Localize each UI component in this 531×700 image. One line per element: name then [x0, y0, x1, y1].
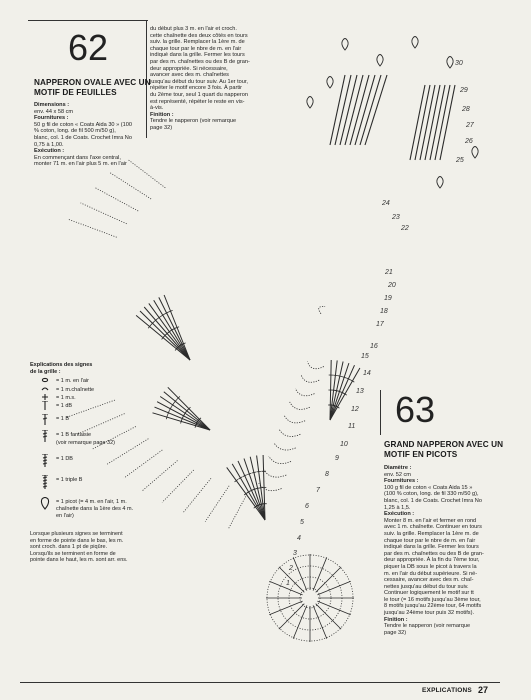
pattern1-number: 62 — [68, 27, 109, 68]
pattern1-cont-line: est représenté, répéter le reste en vis- — [150, 98, 245, 105]
pattern1-cont-line: Tendre le napperon (voir remarque — [150, 118, 237, 125]
pattern1-line: Exécution : — [34, 148, 65, 155]
chain-loop-round — [264, 470, 287, 477]
legend-note-line: en forme de pointe dans le bas, les m. — [30, 537, 124, 544]
pattern1-cont-line: cette chaînette des deux côtés en tours — [150, 32, 248, 39]
pattern1-line: 50 g fil de coton « Coats Aida 30 » (100 — [34, 121, 132, 128]
pattern1-line: env. 44 x 58 cm — [34, 108, 74, 115]
leaf-fan-bar — [338, 376, 342, 377]
pattern2-title: GRAND NAPPERON AVEC UN MOTIF EN PICOTS — [384, 440, 504, 459]
round-number-label: 1 — [286, 580, 290, 587]
pattern1-cont-line: indiqué dans la grille. Fermer les tours — [150, 52, 245, 59]
leaf-fan-bar — [333, 375, 337, 376]
pattern1-line: Fournitures : — [34, 115, 69, 122]
round-number-label: 13 — [356, 388, 364, 395]
pattern2-line: le tour (= 16 motifs jusqu'au 3ème tour, — [384, 596, 481, 603]
pattern1-cont-line: jusqu'au début du tour suiv. Au 1er tour, — [150, 78, 248, 85]
pattern2-line: 8 motifs jusqu'au 22ème tour, 64 motifs — [384, 603, 482, 610]
round-number-label: 10 — [340, 441, 348, 448]
legend-item-text: = 1 B — [56, 416, 69, 422]
legend-item-text: = 1 picot (= 4 m. en l'air, 1 m. — [56, 499, 127, 505]
pattern1-cont-line: par des m. chaînettes ou des B de gran- — [150, 58, 250, 65]
pattern1-line: % coton, long. de fil 500 m/50 g), — [34, 128, 116, 135]
treble-ray — [110, 173, 151, 199]
wedge-stitch — [355, 75, 375, 145]
pattern2-line: piquer la DB sous le picot à travers la — [384, 563, 477, 570]
treble-ray — [183, 478, 211, 512]
legend-item-text: = 1 DB — [56, 456, 73, 462]
legend-item-text: = 1 B fantaisie — [56, 432, 92, 438]
rosette-spoke — [269, 601, 302, 615]
round-number-label: 11 — [348, 423, 356, 430]
pattern1-line: 0,75 à 1,00. — [34, 141, 64, 148]
treble-ray — [228, 492, 248, 529]
pattern2-line: Diamètre : — [384, 465, 412, 471]
round-number-label: 25 — [456, 157, 464, 164]
pattern1-line: En commençant dans l'axe central, — [34, 154, 121, 161]
picot-mark — [327, 77, 333, 89]
pattern2-line: Monter 8 m. en l'air et fermer en rond — [384, 517, 477, 524]
pattern1-cont-line: du début plus 3 m. en l'air et croch. — [150, 26, 237, 32]
pattern1-cont-line: chaque tour par le nbre de m. en l'air — [150, 45, 242, 52]
legend-item-text: = 1 triple B — [56, 477, 83, 483]
rosette-spoke — [293, 557, 307, 590]
wedge-loops — [319, 306, 325, 313]
legend-item-text: = 1 dB — [56, 403, 73, 409]
legend-heading: Explications des signes de la grille : — [30, 362, 93, 375]
pattern2-line: 100 g fil de coton « Coats Aida 15 » — [384, 484, 473, 491]
picot-mark — [447, 57, 453, 69]
diagram-graphics — [66, 37, 478, 643]
legend-item-text: = 1 m. en l'air — [56, 378, 89, 384]
rosette-spoke — [317, 581, 350, 595]
page-number: 27 — [478, 685, 489, 695]
pattern1-cont-line: Finition : — [150, 111, 174, 118]
picot-mark — [437, 177, 443, 189]
round-number-label: 2 — [289, 565, 293, 572]
pattern2-line: 1,25 à 1,5. — [384, 504, 411, 511]
round-number-label: 3 — [293, 550, 297, 557]
chain-loop-round — [290, 402, 310, 409]
pattern2-line: env. 52 cm — [384, 471, 411, 478]
pattern1-line: monter 71 m. en l'air plus 5 m. en l'air — [34, 161, 127, 168]
pattern2-line: cessaire, avancer avec des m. chaî- — [384, 577, 474, 584]
round-number-label: 12 — [351, 406, 359, 413]
round-number-label: 23 — [392, 214, 400, 221]
treble-ray — [66, 400, 115, 417]
pattern2-line: blanc, col. 1 de Coats. Crochet Imra No — [384, 497, 482, 504]
pattern2-line: indiqué dans la grille. Fermer les tours — [384, 544, 479, 551]
treble-ray — [95, 187, 139, 211]
treble-ray — [107, 439, 148, 465]
pattern1-cont-line: page 32) — [150, 124, 173, 131]
round-number-label: 8 — [325, 471, 329, 478]
round-number-label: 19 — [384, 295, 392, 302]
chain-loop-round — [308, 362, 324, 369]
round-number-label: 28 — [462, 106, 470, 113]
round-number-label: 26 — [465, 138, 473, 145]
pattern1-cont-line: suiv. la grille. Remplacer la 1ère m. de — [150, 39, 245, 46]
picot-mark — [377, 55, 383, 67]
pattern2-line: avec 1 m. chaînette. Continuer en tours — [384, 524, 482, 531]
leaf-fan-bar — [157, 316, 161, 319]
pattern2-line: Finition : — [384, 616, 408, 623]
treble-ray — [128, 159, 166, 188]
pattern1-cont-line: avancer avec des m. chaînettes — [150, 72, 229, 79]
round-number-label: 24 — [382, 200, 390, 207]
legend-item-text: (voir remarque page 32) — [56, 440, 116, 446]
legend-note-line: Lorsqu'ils se terminent en forme de — [30, 550, 116, 557]
legend-note-line: pointe dans le haut, les m. sont arr. ens. — [30, 557, 128, 563]
footer-section-label: EXPLICATIONS — [422, 687, 472, 694]
chain-loop-round — [259, 483, 282, 490]
round-number-label: 29 — [460, 87, 468, 94]
round-number-label: 20 — [388, 282, 396, 289]
legend-item-text: en l'air) — [56, 513, 74, 519]
pattern2-line: (100 % coton, long. de fil 330 m/50 g), — [384, 491, 479, 498]
pattern2-line: Exécution : — [384, 511, 415, 518]
round-numbers — [286, 60, 475, 587]
round-number-label: 5 — [300, 519, 304, 526]
pattern1-cont-line: à-vis. — [150, 105, 164, 112]
round-number-label: 16 — [370, 343, 378, 350]
chain-loop-round — [279, 429, 300, 436]
pattern2-line: par des m. chaînettes ou des B de gran- — [384, 550, 484, 557]
round-number-label: 18 — [380, 308, 388, 315]
legend-item-text: = 1 m.s. — [56, 395, 76, 401]
picot-mark — [307, 97, 313, 109]
chain-loop-round — [284, 415, 305, 422]
treble-ray — [78, 414, 125, 434]
rosette-spoke — [316, 604, 341, 629]
chain-loop-round — [269, 456, 291, 463]
pattern2-number: 63 — [395, 389, 436, 430]
treble-ray — [68, 219, 116, 237]
pattern2-line: page 32) — [384, 629, 407, 636]
rosette-spoke — [316, 567, 341, 592]
treble-ray — [142, 461, 177, 491]
pattern1-cont-line: du 2ème tour, seul 1 quart du napperon — [150, 91, 248, 98]
pattern2-line: Tendre le napperon (voir remarque — [384, 623, 471, 630]
chain-loop-round — [301, 375, 319, 382]
rosette-spoke — [313, 557, 327, 590]
picot-mark — [412, 37, 418, 49]
pattern2-line: Fournitures : — [384, 478, 419, 485]
round-number-label: 9 — [335, 455, 339, 462]
legend-note-line: sont croch. dans 1 pt de piqûre. — [30, 544, 108, 550]
rosette-spoke — [293, 605, 307, 638]
pattern1-cont-line: répéter le motif encore 3 fois. À partir — [150, 85, 243, 92]
picot-mark — [342, 39, 348, 51]
pattern2-line: nettes jusqu'au début du tour suiv. — [384, 583, 469, 590]
pattern2-line: suiv. la grille. Remplacer la 1ère m. de — [384, 530, 479, 537]
chain-loop-round — [274, 443, 296, 450]
pattern1-cont-line: deur appropriée. Si nécessaire, — [150, 65, 228, 72]
treble-ray — [92, 427, 136, 450]
round-number-label: 14 — [363, 370, 371, 377]
pattern2-line: m. en l'air du début supérieure. Si né- — [384, 570, 478, 577]
wedge-stitch — [360, 75, 381, 145]
wedge-stitch — [350, 75, 369, 145]
round-number-label: 15 — [361, 353, 369, 360]
treble-ray — [81, 203, 127, 224]
pattern2-line: Continuer logiquement le motif sur tt — [384, 590, 474, 597]
picot-mark — [472, 147, 478, 159]
chain-loop-round — [295, 388, 314, 395]
pattern2-line: jusqu'au 24ème tour puis 32 motifs). — [384, 610, 474, 617]
leaf-fan-bar — [252, 472, 256, 473]
legend-item-text: = 1 m.chaînette — [56, 387, 95, 393]
treble-ray — [124, 450, 162, 478]
pattern1-title: NAPPERON OVALE AVEC UN MOTIF DE FEUILLES — [34, 78, 151, 97]
legend-note-line: Lorsque plusieurs signes se terminent — [30, 531, 123, 537]
rosette-spoke — [317, 601, 350, 615]
round-number-label: 21 — [385, 269, 393, 276]
round-number-label: 17 — [376, 321, 384, 328]
round-number-label: 30 — [455, 60, 463, 67]
round-number-label: 7 — [316, 487, 320, 494]
treble-ray — [162, 470, 194, 502]
treble-ray — [205, 486, 229, 522]
pattern1-line: blanc, col. 1 de Coats. Crochet Imra No — [34, 134, 132, 141]
round-number-label: 22 — [401, 225, 409, 232]
round-number-label: 6 — [305, 503, 309, 510]
pattern2-line: chaque tour par le nbre de m. en l'air — [384, 537, 476, 544]
legend-item-text: chaînette dans la 1ère des 4 m. — [56, 506, 134, 512]
leaf-fan-bar — [257, 471, 261, 472]
wedge-stitch — [365, 75, 387, 145]
round-number-label: 4 — [297, 535, 301, 542]
pattern1-line: Dimensions : — [34, 102, 70, 108]
round-number-label: 27 — [466, 122, 474, 129]
rosette-spoke — [313, 605, 327, 638]
pattern2-line: deur appropriée. À la fin du 7ème tour, — [384, 557, 480, 564]
